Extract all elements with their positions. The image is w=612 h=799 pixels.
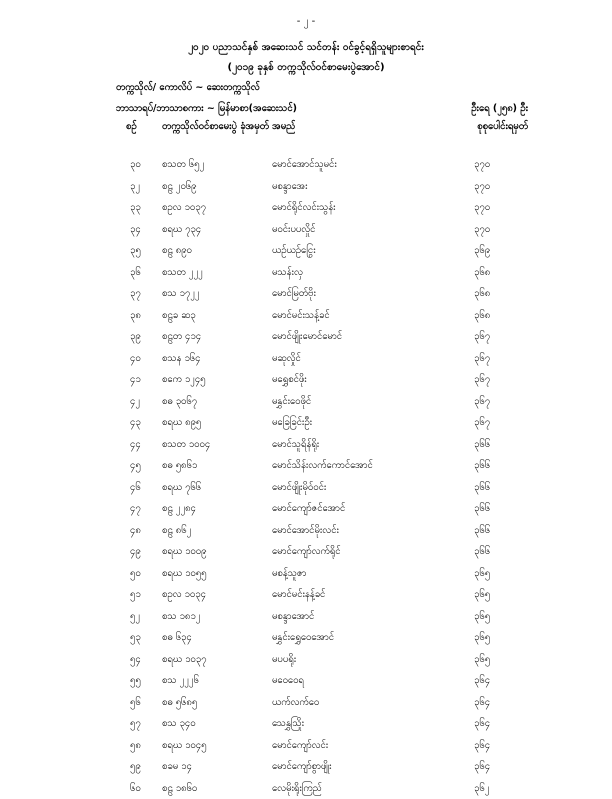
table-row xyxy=(0,369,612,391)
roll-number: စကေ ၁၂၄၅ xyxy=(162,373,206,387)
table-row xyxy=(0,713,612,735)
row-number: ၃၆ xyxy=(130,266,141,280)
total-marks: ၃၆၂ xyxy=(474,782,489,796)
table-row xyxy=(0,219,612,241)
student-name: မစန္ဒာအောင် xyxy=(272,610,314,624)
student-name: မောင်သူရိန်ရိုး xyxy=(272,438,319,452)
total-marks: ၃၆၇ xyxy=(474,352,490,366)
document-title: ၂၀၂၀ ပညာသင်နှစ် အဆေးသင် သင်တန်း ဝင်ခွင့်ရရှိသူများစာရင်း xyxy=(0,40,612,55)
table-row xyxy=(0,541,612,563)
student-name: မောင်မင်းနန့်ခင် xyxy=(272,588,325,602)
roll-number: စဥလ ၁၀၃၇ xyxy=(162,201,206,215)
row-number: ၃၀ xyxy=(130,158,141,172)
row-number: ၄၆ xyxy=(130,481,141,495)
table-row xyxy=(0,735,612,757)
student-name: သေနွှသြိုး xyxy=(272,717,304,731)
roll-number: စဓ ၅၆၈၅ xyxy=(162,696,197,710)
roll-number: စဠ ၁၈၆၀ xyxy=(162,782,197,796)
student-name: မောင်ကျော်လင်း xyxy=(272,739,328,753)
total-marks: ၃၆၄ xyxy=(474,739,490,753)
student-name: ယဉ်ယဉ်ငြွေး xyxy=(272,244,316,258)
total-marks: ၃၆၄ xyxy=(474,674,490,688)
roll-number: စဠ ၂၀၆၉ xyxy=(162,180,196,194)
table-row xyxy=(0,176,612,198)
row-number: ၅၈ xyxy=(130,739,141,753)
table-row xyxy=(0,627,612,649)
student-name: မောင်ရိုင်လင်းသွန်း xyxy=(272,201,336,215)
department-label: ဘာသာရပ်/ဘာသာစကား ~ မြန်မာစာ(အဆေးသင်) xyxy=(116,102,297,116)
row-number: ၄၂ xyxy=(130,395,140,409)
column-header-marks: စုစုပေါင်းရမှတ် xyxy=(418,120,528,133)
roll-number: စဓ ၅၈၆၁ xyxy=(162,459,197,473)
total-marks: ၃၆၄ xyxy=(474,760,490,774)
row-number: ၅၇ xyxy=(130,717,141,731)
roll-number: စဓ ၆၃၄ xyxy=(162,631,192,645)
roll-number: စဠတ ၄၁၄ xyxy=(162,330,201,344)
table-row xyxy=(0,606,612,628)
student-name: မောင်ကျော်ဇင်အောင် xyxy=(272,502,345,516)
total-marks: ၃၆၉ xyxy=(474,244,490,258)
row-number: ၄၉ xyxy=(130,545,141,559)
table-row xyxy=(0,283,612,305)
row-number: ၅၃ xyxy=(130,631,141,645)
roll-number: စဠ ၂၂၈၄ xyxy=(162,502,196,516)
column-header-no: စဉ် xyxy=(126,120,146,133)
row-number: ၆၀ xyxy=(130,782,141,796)
row-number: ၃၂ xyxy=(130,180,140,194)
page-number: - ၂ - xyxy=(0,14,612,29)
column-header-roll: တက္ကသိုလ်ဝင်စာမေးပွဲ ခုံအမှတ် xyxy=(162,120,272,133)
headcount-label: ဦးရေ (၂၅၈) ဦး xyxy=(471,102,528,116)
row-number: ၃၅ xyxy=(130,244,141,258)
table-row xyxy=(0,240,612,262)
total-marks: ၃၆၆ xyxy=(474,481,490,495)
row-number: ၄၇ xyxy=(130,502,141,516)
roll-number: စဓ ၃၀၆၇ xyxy=(162,395,197,409)
total-marks: ၃၇၀ xyxy=(474,158,490,172)
roll-number: စရဃ ၁၀၅၅ xyxy=(162,567,206,581)
row-number: ၃၉ xyxy=(130,330,141,344)
student-name: မနွှင်းရွှေဝေအောင် xyxy=(272,631,334,645)
roll-number: စဠ ၈၉၀ xyxy=(162,244,192,258)
student-name: မဆုလှိုင် xyxy=(272,352,301,366)
table-row xyxy=(0,477,612,499)
total-marks: ၃၆၇ xyxy=(474,395,490,409)
roll-number: စဠခ ဆ၃ xyxy=(162,309,196,323)
table-row xyxy=(0,412,612,434)
student-name: မောင်ကျော်စွာဖျိုး xyxy=(272,760,332,774)
total-marks: ၃၆၆ xyxy=(474,524,490,538)
document-subtitle: (၂၀၁၉ ခုနှစ် တက္ကသိုလ်ဝင်စာမေးပွဲအောင်) xyxy=(0,60,612,75)
row-number: ၄၅ xyxy=(130,459,141,473)
row-number: ၃၃ xyxy=(130,201,141,215)
row-number: ၅၀ xyxy=(130,567,141,581)
row-number: ၄၈ xyxy=(130,524,141,538)
table-row xyxy=(0,197,612,219)
roll-number: စခမ ၁၄ xyxy=(162,760,192,774)
total-marks: ၃၆၆ xyxy=(474,545,490,559)
total-marks: ၃၆၆ xyxy=(474,459,490,473)
row-number: ၅၆ xyxy=(130,696,141,710)
roll-number: စဥလ ၁၀၃၄ xyxy=(162,588,206,602)
row-number: ၅၂ xyxy=(130,610,140,624)
table-row xyxy=(0,670,612,692)
table-row xyxy=(0,348,612,370)
column-header-name: အမည် xyxy=(272,120,422,133)
student-name: လေမိုးရိုးကြည် xyxy=(272,782,322,796)
student-name: မောင်ကျော်လက်ရိုင် xyxy=(272,545,341,559)
total-marks: ၃၆၈ xyxy=(474,287,490,301)
student-name: မစန့်သူဇာ xyxy=(272,567,306,581)
total-marks: ၃၇၀ xyxy=(474,180,490,194)
total-marks: ၃၆၆ xyxy=(474,438,490,452)
table-row xyxy=(0,434,612,456)
row-number: ၅၁ xyxy=(130,588,141,602)
student-name: မောင်အောင်သူမင်း xyxy=(272,158,337,172)
table-row xyxy=(0,154,612,176)
roll-number: စသ ၁၈၁၂ xyxy=(162,610,200,624)
student-name: မပပရိုး xyxy=(272,653,296,667)
student-name: မစန္ဒာအေး xyxy=(272,180,308,194)
student-name: မောင်ဖျိုးမောင်မောင် xyxy=(272,330,342,344)
total-marks: ၃၆၄ xyxy=(474,696,490,710)
total-marks: ၃၆၅ xyxy=(474,610,490,624)
table-row xyxy=(0,778,612,799)
table-row xyxy=(0,305,612,327)
roll-number: စသတ ၆၅၂ xyxy=(162,158,204,172)
row-number: ၅၉ xyxy=(130,760,141,774)
total-marks: ၃၆၇ xyxy=(474,416,490,430)
student-name: မရွှေစင်ဖိုး xyxy=(272,373,307,387)
total-marks: ၃၆၇ xyxy=(474,330,490,344)
row-number: ၅၄ xyxy=(130,653,141,667)
total-marks: ၃၆၆ xyxy=(474,502,490,516)
total-marks: ၃၆၈ xyxy=(474,266,490,280)
row-number: ၄၀ xyxy=(130,352,141,366)
table-row xyxy=(0,520,612,542)
total-marks: ၃၇၀ xyxy=(474,223,490,237)
student-name: မဝေဝေရ xyxy=(272,674,304,688)
roll-number: စသန ၁၆၄ xyxy=(162,352,201,366)
table-row xyxy=(0,455,612,477)
roll-number: စဠ ၈၆၂ xyxy=(162,524,191,538)
row-number: ၃၄ xyxy=(130,223,141,237)
student-name: ယက်လက်ဝေ xyxy=(272,696,319,710)
university-label: တက္ကသိုလ်/ ကောလိပ် ~ ဆေးတက္ကသိုလ် xyxy=(116,81,260,95)
table-row xyxy=(0,498,612,520)
roll-number: စရဃ ၇၃၄ xyxy=(162,223,201,237)
row-number: ၄၁ xyxy=(130,373,141,387)
roll-number: စရဃ ၁၀၀၉ xyxy=(162,545,206,559)
student-name: မောင်ဖျိုးမိုဝ်ဝင်း xyxy=(272,481,326,495)
student-name: မောင်သိန်းလက်ကောင်အောင် xyxy=(272,459,373,473)
table-row xyxy=(0,563,612,585)
total-marks: ၃၆၇ xyxy=(474,373,490,387)
total-marks: ၃၇၀ xyxy=(474,201,490,215)
student-name: မနွှင်းဝေဖိုင် xyxy=(272,395,311,409)
student-name: မောင်မင်းသန့်ခင် xyxy=(272,309,330,323)
total-marks: ၃၆၄ xyxy=(474,717,490,731)
roll-number: စသ ၂၂၂၆ xyxy=(162,674,199,688)
results-table xyxy=(0,154,612,799)
student-name: မခြေခြင်းဦး xyxy=(272,416,312,430)
table-row xyxy=(0,649,612,671)
student-name: မသန်းလှ xyxy=(272,266,303,280)
row-number: ၅၅ xyxy=(130,674,141,688)
table-row xyxy=(0,391,612,413)
total-marks: ၃၆၅ xyxy=(474,653,490,667)
row-number: ၄၄ xyxy=(130,438,141,452)
roll-number: စသ ၃၄၀ xyxy=(162,717,196,731)
roll-number: စရဃ ၁၀၄၅ xyxy=(162,739,206,753)
table-row xyxy=(0,584,612,606)
total-marks: ၃၆၅ xyxy=(474,631,490,645)
total-marks: ၃၆၅ xyxy=(474,588,490,602)
student-name: မောင်အောင်မိုးလင်း xyxy=(272,524,339,538)
table-row xyxy=(0,756,612,778)
total-marks: ၃၆၈ xyxy=(474,309,490,323)
roll-number: စရဃ ၈၉၅ xyxy=(162,416,201,430)
roll-number: စရဃ ၁၀၃၇ xyxy=(162,653,206,667)
roll-number: စသတ ၁၀၀၄ xyxy=(162,438,210,452)
student-name: မဝင်းပပလှိုင် xyxy=(272,223,315,237)
roll-number: စသတ ၂၂၂ xyxy=(162,266,203,280)
table-row xyxy=(0,262,612,284)
student-name: မောင်မြတ်ဗိုး xyxy=(272,287,316,301)
row-number: ၄၃ xyxy=(130,416,141,430)
row-number: ၃၇ xyxy=(130,287,141,301)
total-marks: ၃၆၅ xyxy=(474,567,490,581)
row-number: ၃၈ xyxy=(130,309,141,323)
roll-number: စသ ၁၇၂၂ xyxy=(162,287,200,301)
table-row xyxy=(0,326,612,348)
roll-number: စရဃ ၇၆၆ xyxy=(162,481,201,495)
table-row xyxy=(0,692,612,714)
